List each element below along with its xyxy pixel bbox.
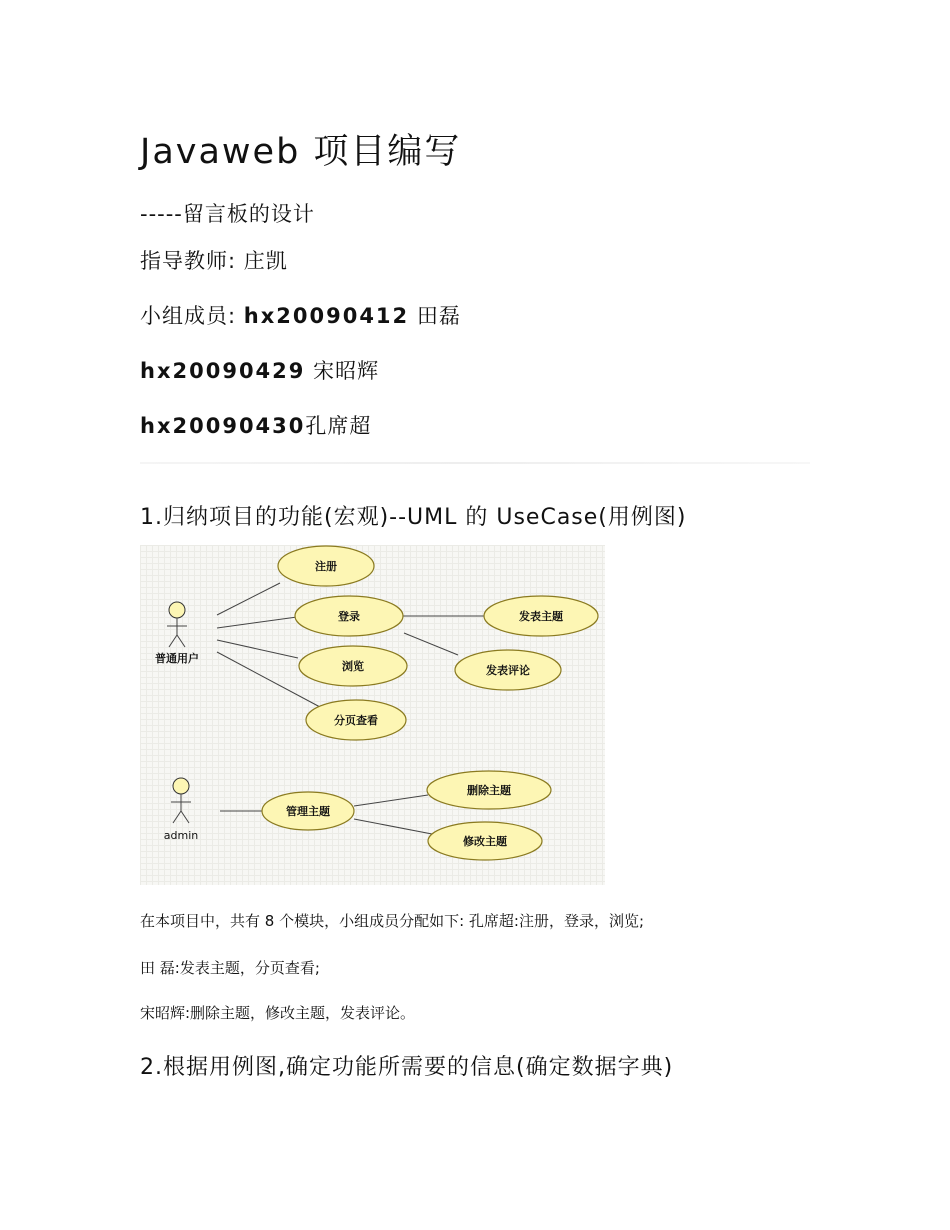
members-line — [140, 300, 461, 330]
member-name: 田磊 — [416, 304, 461, 328]
document-title: Javaweb 项目编写 — [140, 132, 462, 172]
member-id: hx20090429 — [140, 359, 306, 383]
usecase-login-label: 登录 — [338, 610, 360, 623]
document-subtitle: -----留言板的设计 — [140, 202, 315, 226]
teacher-line: 指导教师: 庄凯 — [140, 249, 288, 273]
usecase-post-comment-label: 发表评论 — [486, 664, 530, 677]
section-heading-usecase: 1.归纳项目的功能(宏观)--UML 的 UseCase(用例图) — [140, 505, 687, 530]
members-label: 小组成员: — [140, 304, 244, 328]
paragraph: 在本项目中，共有 8 个模块，小组成员分配如下: 孔席超:注册，登录，浏览; — [140, 912, 645, 930]
divider — [140, 462, 810, 464]
member-id: hx20090430 — [140, 414, 306, 438]
member-name: 孔席超 — [305, 414, 372, 438]
member-line — [140, 355, 379, 385]
actor-user-figure — [167, 602, 187, 647]
paragraph: 田 磊:发表主题，分页查看; — [140, 959, 320, 977]
usecase-manage-label: 管理主题 — [286, 805, 330, 818]
member-name: 宋昭辉 — [313, 359, 380, 383]
section-heading-data-dictionary: 2.根据用例图,确定功能所需要的信息(确定数据字典) — [140, 1055, 674, 1080]
member-line — [140, 410, 371, 440]
usecase-paging-label: 分页查看 — [334, 714, 378, 727]
actor-admin-figure — [171, 778, 191, 823]
usecase-register-label: 注册 — [315, 560, 337, 573]
paragraph: 宋昭辉:删除主题，修改主题，发表评论。 — [140, 1004, 416, 1022]
usecase-modify-label: 修改主题 — [463, 835, 507, 848]
usecase-browse-label: 浏览 — [342, 660, 364, 673]
actor-admin-label: admin — [163, 829, 199, 842]
usecase-delete-label: 删除主题 — [467, 784, 511, 797]
usecase-diagram — [140, 545, 605, 885]
usecase-post-topic-label: 发表主题 — [519, 610, 563, 623]
member-id: hx20090412 — [243, 304, 410, 328]
actor-user-label: 普通用户 — [155, 652, 199, 665]
